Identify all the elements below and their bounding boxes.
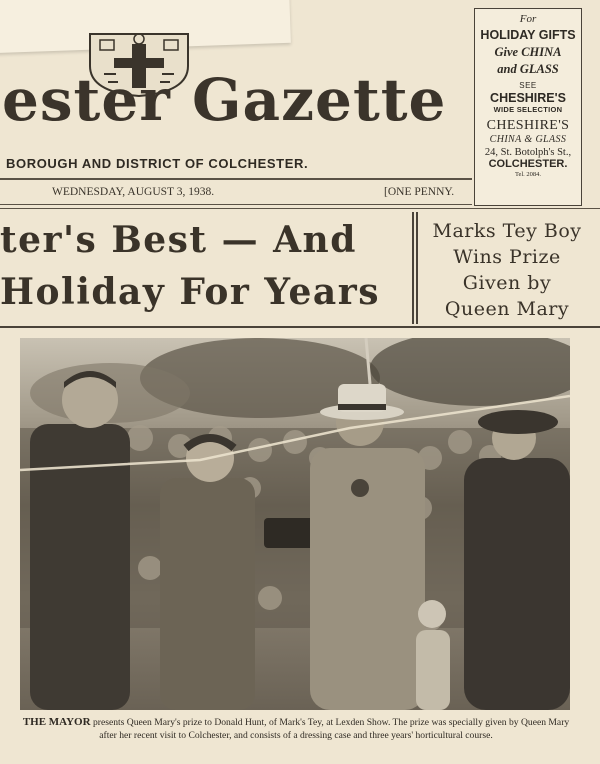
headline-line: Holiday For Years: [0, 271, 380, 313]
masthead-subtitle: BOROUGH AND DISTRICT OF COLCHESTER.: [6, 156, 309, 171]
ad-line: CHESHIRE'S: [486, 118, 570, 133]
ad-line: Give CHINA: [494, 45, 562, 59]
column-divider: [412, 212, 414, 324]
ad-line: COLCHESTER.: [488, 158, 568, 170]
side-headline-line: Marks Tey Boy: [432, 220, 582, 242]
caption-lead: THE MAYOR: [22, 716, 91, 728]
cheshires-advertisement: [474, 8, 582, 206]
ad-line: 24, St. Botolph's St.,: [484, 147, 572, 158]
side-headline: [418, 218, 596, 322]
photo-caption: [22, 716, 570, 742]
ad-line: and GLASS: [497, 62, 559, 76]
headline-line: ter's Best — And: [0, 219, 357, 261]
ad-line: SEE: [519, 81, 537, 90]
issue-date: WEDNESDAY, AUGUST 3, 1938.: [52, 186, 215, 198]
divider: [0, 208, 600, 209]
side-headline-line: Queen Mary: [444, 298, 570, 320]
divider: [0, 326, 600, 328]
ad-line: For: [519, 13, 537, 25]
issue-price: [ONE PENNY.: [384, 186, 455, 198]
photo-scene: [20, 338, 570, 710]
side-headline-line: Wins Prize: [453, 246, 561, 268]
masthead-title: ester Gazette: [2, 66, 447, 134]
ad-line: WIDE SELECTION: [493, 105, 563, 114]
news-photograph: [20, 338, 570, 710]
divider: [0, 178, 472, 180]
main-headline: [0, 214, 412, 318]
ad-line: HOLIDAY GIFTS: [480, 28, 576, 42]
divider: [0, 204, 472, 205]
ad-line: Tel. 2084.: [514, 171, 542, 178]
ad-line: CHINA & GLASS: [489, 134, 567, 145]
ad-line: CHESHIRE'S: [490, 91, 566, 105]
caption-text: presents Queen Mary's prize to Donald Hunt, of Mark's Tey, at Lexden Show. The prize was specially given by Queen Mary after her recent visit to Colchester, and consists of a dressing case and three years' horticultural course.: [92, 717, 570, 741]
side-headline-line: Given by: [462, 272, 552, 294]
